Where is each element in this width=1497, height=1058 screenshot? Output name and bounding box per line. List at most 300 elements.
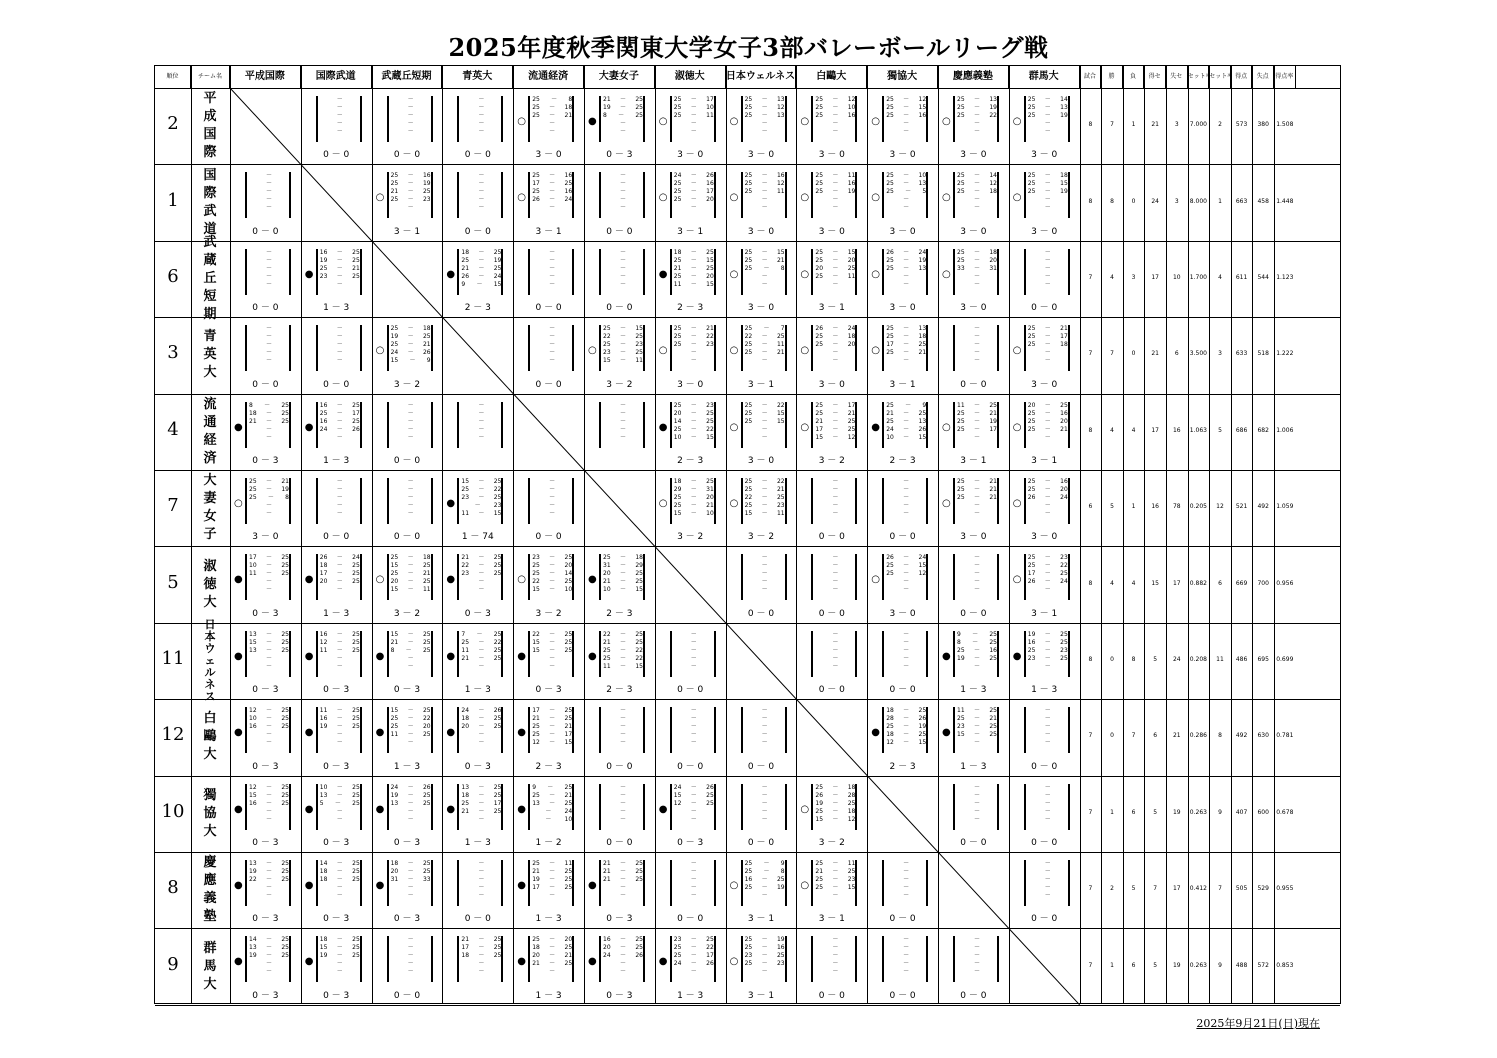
team-stat: 8 <box>1110 197 1114 205</box>
set-score-away: 15 <box>918 104 927 111</box>
set-score-row <box>957 434 997 442</box>
set-score-home: 25 <box>1027 180 1036 188</box>
set-score-row <box>320 249 360 257</box>
set-score-row <box>249 968 289 976</box>
set-score-home: 25 <box>673 112 682 119</box>
set-score-row <box>815 944 855 952</box>
set-score-away: 11 <box>635 357 643 365</box>
set-score-away: 25 <box>281 409 289 417</box>
set-score-sep: － <box>973 188 980 196</box>
set-score-row <box>391 960 431 968</box>
set-score-sep: － <box>973 944 980 952</box>
set-score-away: 25 <box>281 944 289 952</box>
set-score-row <box>957 784 997 792</box>
set-score-away: 17 <box>706 188 714 196</box>
win-mark: ○ <box>1012 574 1022 586</box>
bracket-left <box>882 249 884 295</box>
set-score-row <box>249 510 289 518</box>
set-score-sep: － <box>832 341 839 349</box>
set-score-sep: － <box>761 128 768 135</box>
set-score-away: 25 <box>564 554 573 562</box>
set-score-sep: － <box>690 478 697 485</box>
set-score-row <box>603 349 643 357</box>
win-mark: ○ <box>375 345 385 357</box>
set-score-row <box>745 112 785 120</box>
set-score-away: 26 <box>706 783 714 791</box>
set-score-home: 25 <box>532 562 540 570</box>
set-score-away: 19 <box>422 180 431 188</box>
set-score-row <box>957 739 997 747</box>
set-score-away: 22 <box>989 112 997 119</box>
match-result: 0 － 3 <box>252 455 279 466</box>
set-score-home: 23 <box>461 494 470 501</box>
set-score-home: 24 <box>673 783 682 791</box>
match-cell <box>938 317 1009 393</box>
set-score-sep: － <box>903 325 910 333</box>
set-score-row <box>886 349 926 357</box>
set-score-sep: － <box>1044 272 1051 280</box>
set-score-sep: － <box>1044 892 1051 899</box>
match-result: 1 － 2 <box>535 837 562 848</box>
match-cell <box>1009 699 1080 775</box>
bracket-right <box>572 631 574 677</box>
match-cell <box>301 241 372 317</box>
bracket-left <box>1024 96 1026 142</box>
bracket-left <box>811 860 813 906</box>
set-score-row <box>532 968 572 976</box>
set-score-row <box>957 586 997 594</box>
set-score-sep: － <box>761 562 768 570</box>
set-score-row <box>1028 647 1068 655</box>
match-cell <box>301 546 372 622</box>
match-cell <box>230 164 301 240</box>
set-score-row <box>249 188 289 196</box>
set-score-row <box>391 434 431 442</box>
bracket-left <box>387 554 389 600</box>
set-score-home: 31 <box>390 876 399 883</box>
set-score-home: 20 <box>461 723 470 731</box>
win-mark: ○ <box>375 192 385 204</box>
set-score-away: 25 <box>422 868 431 875</box>
set-score-home: 25 <box>744 884 753 891</box>
set-score-row <box>391 892 431 900</box>
set-score-sep: － <box>973 478 980 485</box>
set-score-away: 25 <box>422 860 431 867</box>
set-score-row <box>745 570 785 578</box>
set-score-sep: － <box>549 333 556 341</box>
match-result: 3 － 2 <box>606 379 633 390</box>
set-score-row <box>461 860 501 868</box>
set-score-row <box>1028 180 1068 188</box>
set-score-sep: － <box>265 172 272 180</box>
bracket-right <box>289 172 291 218</box>
set-score-sep: － <box>690 654 697 662</box>
set-score-sep: － <box>1044 409 1051 417</box>
set-score-sep: － <box>336 112 343 119</box>
set-score-row <box>815 349 855 357</box>
bracket-right <box>997 325 999 371</box>
team-rank: 8 <box>167 877 179 899</box>
bracket-left <box>245 860 247 906</box>
set-score-row <box>249 426 289 434</box>
loss-mark: ● <box>658 803 668 815</box>
set-score-row <box>957 960 997 968</box>
bracket-left <box>387 172 389 218</box>
set-score-sep: － <box>761 96 768 103</box>
set-score-row <box>745 357 785 365</box>
set-score-home: 15 <box>390 630 399 638</box>
set-score-row <box>886 172 926 180</box>
set-score-sep: － <box>478 96 485 103</box>
set-score-row <box>745 426 785 434</box>
set-score-row <box>391 112 431 120</box>
match-cell <box>230 928 301 1004</box>
match-result: 3 － 0 <box>960 532 987 543</box>
set-score-row <box>957 188 997 196</box>
header-opponent: 白鷗大 <box>796 66 867 88</box>
set-score-sep: － <box>336 96 343 103</box>
set-score-row <box>815 586 855 594</box>
set-score-sep: － <box>407 180 414 188</box>
match-result: 0 － 0 <box>1031 303 1058 314</box>
set-score-row <box>815 876 855 884</box>
set-score-away: 25 <box>706 409 714 417</box>
set-score-home: 8 <box>603 112 607 119</box>
set-score-row <box>957 333 997 341</box>
set-score-away: 21 <box>352 264 360 272</box>
set-score-sep: － <box>336 868 343 875</box>
bracket-left <box>811 249 813 295</box>
set-score-row <box>674 663 714 671</box>
set-score-row <box>249 434 289 442</box>
set-score-sep: － <box>690 486 697 493</box>
team-name: 群 馬 大 <box>203 940 217 992</box>
set-score-away: 26 <box>422 349 431 357</box>
set-score-row <box>320 884 360 892</box>
set-score-away: 20 <box>706 494 714 501</box>
loss-mark: ● <box>304 803 314 815</box>
set-score-row <box>745 707 785 715</box>
match-cell <box>513 546 584 622</box>
set-score-row <box>745 952 785 960</box>
set-score-row <box>461 281 501 289</box>
set-score-away: 21 <box>776 256 785 264</box>
set-score-row <box>249 494 289 502</box>
match-cell <box>938 623 1009 699</box>
bracket-right <box>572 325 574 371</box>
match-cell <box>938 241 1009 317</box>
set-score-sep: － <box>763 325 770 333</box>
set-score-sep: － <box>265 570 272 578</box>
bracket-right <box>643 631 645 677</box>
set-score-home: 12 <box>319 638 328 646</box>
match-result: 0 － 0 <box>960 379 987 390</box>
set-score-sep: － <box>407 968 414 976</box>
set-scores <box>391 325 431 365</box>
match-result: 0 － 3 <box>606 990 633 1001</box>
match-cell <box>513 699 584 775</box>
set-score-sep: － <box>407 433 414 441</box>
team-stat: 407 <box>1235 808 1248 816</box>
match-result: 0 － 3 <box>464 608 491 619</box>
bracket-right <box>785 936 787 982</box>
set-score-sep: － <box>619 884 626 891</box>
set-scores <box>320 936 360 976</box>
bracket-left <box>670 325 672 371</box>
match-result: 0 － 0 <box>323 150 350 161</box>
set-score-away: 21 <box>564 791 573 799</box>
set-score-sep: － <box>973 204 980 212</box>
match-cell <box>301 394 372 470</box>
set-score-away: 18 <box>1060 172 1068 180</box>
set-score-row <box>249 647 289 655</box>
set-score-home: 11 <box>461 646 470 654</box>
set-score-row <box>957 172 997 180</box>
set-score-away: 25 <box>635 868 643 875</box>
set-score-sep: － <box>690 272 697 280</box>
set-score-row <box>320 265 360 273</box>
set-score-home: 24 <box>461 707 470 715</box>
set-score-row <box>603 808 643 816</box>
set-score-sep: － <box>549 180 556 188</box>
set-score-sep: － <box>619 248 626 256</box>
set-score-sep: － <box>407 425 414 433</box>
set-score-sep: － <box>690 502 697 509</box>
match-result: 3 － 0 <box>818 150 845 161</box>
set-score-row <box>320 784 360 792</box>
set-score-away: 25 <box>706 248 714 256</box>
match-result: 1 － 3 <box>464 837 491 848</box>
set-scores <box>249 172 289 212</box>
set-score-sep: － <box>832 196 839 204</box>
set-score-away: 25 <box>352 860 360 867</box>
set-score-sep: － <box>690 112 697 119</box>
match-result: 0 － 0 <box>393 532 421 543</box>
set-score-row <box>745 96 785 104</box>
team-stat: 6 <box>1174 350 1179 358</box>
set-score-sep: － <box>1044 715 1051 723</box>
set-score-row <box>886 249 926 257</box>
match-result: 0 － 0 <box>747 761 775 772</box>
set-score-row <box>603 172 643 180</box>
set-score-home: 25 <box>957 494 965 501</box>
match-result: 0 － 0 <box>889 685 916 696</box>
column-divider <box>1166 66 1167 1003</box>
team-stat: 1 <box>1131 503 1136 511</box>
bracket-right <box>360 325 362 371</box>
set-score-sep: － <box>407 638 414 646</box>
set-score-away: 25 <box>281 952 289 960</box>
match-cell <box>230 699 301 775</box>
set-score-home: 19 <box>603 104 611 111</box>
set-score-sep: － <box>903 128 910 135</box>
set-score-row <box>603 426 643 434</box>
set-score-home: 25 <box>957 180 965 188</box>
set-score-sep: － <box>903 868 910 875</box>
set-score-sep: － <box>973 128 980 135</box>
set-score-away: 29 <box>635 562 643 570</box>
set-score-sep: － <box>549 478 556 485</box>
set-score-row <box>603 341 643 349</box>
set-score-row <box>391 739 431 747</box>
set-score-sep: － <box>407 707 414 715</box>
set-score-home: 25 <box>673 272 682 280</box>
set-score-row <box>886 502 926 510</box>
set-score-row <box>957 96 997 104</box>
set-score-away: 12 <box>776 104 785 111</box>
set-score-sep: － <box>549 638 556 646</box>
set-score-away: 17 <box>1060 333 1068 341</box>
set-score-row <box>603 402 643 410</box>
bracket-left <box>953 631 955 677</box>
set-scores <box>745 402 785 442</box>
set-score-sep: － <box>903 341 910 349</box>
set-score-sep: － <box>619 433 626 441</box>
set-score-home: 25 <box>1027 425 1036 433</box>
set-score-row <box>886 112 926 120</box>
set-score-row <box>603 265 643 273</box>
set-score-row <box>532 257 572 265</box>
match-result: 3 － 0 <box>889 226 916 237</box>
set-score-sep: － <box>478 944 485 952</box>
set-score-sep: － <box>478 478 485 485</box>
set-score-sep: － <box>832 892 839 899</box>
set-score-row <box>461 739 501 747</box>
set-score-sep: － <box>336 807 343 815</box>
set-score-away: 21 <box>422 341 431 349</box>
set-score-row <box>674 494 714 502</box>
bracket-right <box>289 325 291 371</box>
set-score-sep: － <box>1044 172 1051 180</box>
set-score-sep: － <box>690 128 697 135</box>
set-score-row <box>1028 273 1068 281</box>
set-scores <box>249 936 289 976</box>
match-cell <box>796 623 867 699</box>
set-scores <box>532 784 572 824</box>
set-score-sep: － <box>761 731 768 739</box>
set-score-sep: － <box>761 815 768 823</box>
set-score-away: 25 <box>776 333 785 341</box>
set-score-sep: － <box>619 341 626 349</box>
set-scores <box>391 631 431 671</box>
bracket-left <box>1024 402 1026 448</box>
set-score-row <box>532 868 572 876</box>
set-score-away: 25 <box>564 707 573 715</box>
set-scores <box>391 707 431 747</box>
set-score-away: 23 <box>776 960 785 968</box>
set-scores <box>886 554 926 594</box>
set-score-away: 22 <box>635 646 643 654</box>
set-score-sep: － <box>903 944 910 952</box>
match-cell <box>301 623 372 699</box>
set-scores <box>745 936 785 976</box>
set-score-away: 13 <box>918 180 927 188</box>
set-score-home: 25 <box>957 104 965 111</box>
set-score-row <box>461 96 501 104</box>
team-rank: 2 <box>167 113 179 135</box>
match-cell <box>230 776 301 852</box>
set-score-away: 25 <box>847 264 856 272</box>
bracket-left <box>245 631 247 677</box>
set-score-home: 15 <box>390 586 399 594</box>
set-scores <box>249 249 289 289</box>
set-scores <box>391 936 431 976</box>
set-score-home: 25 <box>744 409 753 417</box>
set-scores <box>320 707 360 747</box>
set-score-sep: － <box>336 349 343 357</box>
set-score-sep: － <box>619 960 626 968</box>
match-cell <box>301 776 372 852</box>
team-stat: 1.006 <box>1276 426 1294 434</box>
set-score-row <box>320 96 360 104</box>
match-cell <box>655 852 726 928</box>
set-scores <box>461 707 501 747</box>
set-score-row <box>957 639 997 647</box>
set-score-row <box>815 265 855 273</box>
match-result: 2 － 3 <box>677 303 704 314</box>
set-score-home: 25 <box>886 180 894 188</box>
set-scores <box>1028 478 1068 518</box>
match-result: 3 － 2 <box>818 837 845 848</box>
set-score-row <box>603 892 643 900</box>
set-score-home: 26 <box>815 325 824 333</box>
set-score-row <box>249 792 289 800</box>
team-name: 大 妻 女 子 <box>203 473 217 543</box>
match-cell <box>655 699 726 775</box>
set-score-sep: － <box>1044 707 1051 715</box>
set-score-row <box>745 402 785 410</box>
set-score-sep: － <box>761 104 768 111</box>
set-score-row <box>674 816 714 824</box>
set-score-row <box>391 884 431 892</box>
set-score-home: 25 <box>390 723 399 731</box>
set-score-sep: － <box>407 341 414 349</box>
set-scores <box>886 707 926 747</box>
set-score-sep: － <box>903 731 910 739</box>
set-score-home: 15 <box>390 707 399 715</box>
set-score-sep: － <box>336 715 343 723</box>
set-score-sep: － <box>265 731 272 739</box>
set-score-sep: － <box>690 120 697 127</box>
set-score-row <box>957 196 997 204</box>
set-score-row <box>815 808 855 816</box>
set-score-row <box>1028 868 1068 876</box>
bracket-right <box>997 172 999 218</box>
match-cell <box>796 241 867 317</box>
header-stat: セット <box>1188 66 1210 88</box>
team-stat: 7 <box>1131 732 1136 740</box>
set-score-row <box>1028 172 1068 180</box>
set-score-home: 18 <box>461 952 470 960</box>
set-score-home: 19 <box>1027 630 1036 638</box>
set-score-sep: － <box>1044 349 1051 357</box>
match-cell <box>726 699 797 775</box>
set-score-home: 25 <box>957 486 965 493</box>
bracket-right <box>360 784 362 830</box>
set-score-row <box>320 494 360 502</box>
set-score-sep: － <box>407 349 414 357</box>
set-score-home: 25 <box>815 188 824 196</box>
set-score-row <box>249 631 289 639</box>
set-scores <box>957 402 997 442</box>
team-stat: 1.059 <box>1276 503 1294 511</box>
bracket-left <box>528 784 530 830</box>
match-result: 1 － 3 <box>393 761 421 772</box>
set-score-away: 25 <box>635 638 643 646</box>
team-stat: 630 <box>1257 732 1269 740</box>
team-stat: 8 <box>1218 732 1222 740</box>
set-score-sep: － <box>761 188 768 196</box>
